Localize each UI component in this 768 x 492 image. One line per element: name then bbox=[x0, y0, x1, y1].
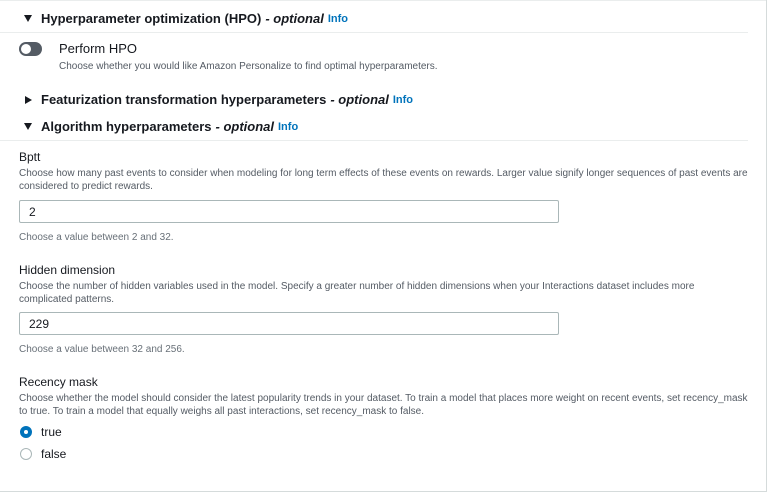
recency-mask-label: Recency mask bbox=[19, 375, 98, 389]
perform-hpo-description: Choose whether you would like Amazon Personalize to find optimal hyperparameters. bbox=[59, 61, 438, 72]
algorithm-info-link[interactable]: Info bbox=[278, 120, 299, 133]
hidden-dimension-constraint: Choose a value between 32 and 256. bbox=[19, 344, 185, 355]
caret-down-icon bbox=[24, 15, 32, 22]
featurization-section-header[interactable] bbox=[24, 92, 413, 107]
bptt-label: Bptt bbox=[19, 150, 41, 164]
hpo-optional-label: - optional bbox=[265, 11, 324, 26]
recency-mask-false-radio[interactable] bbox=[20, 448, 32, 460]
bptt-input[interactable] bbox=[19, 200, 559, 223]
algorithm-section-header[interactable] bbox=[24, 119, 298, 134]
recency-mask-true-label[interactable]: true bbox=[41, 425, 62, 439]
recency-mask-description: Choose whether the model should consider the latest popularity trends in your dataset. To train a model that places more weight on recent events, set recency_mask to true. To train a model that equally weighs all past interactions, set recency_mask to false. bbox=[19, 393, 748, 417]
bptt-description: Choose how many past events to consider when modeling for long term effects of these events on rewards. Larger value signify longer sequences of past events are considered to predict rewards. bbox=[19, 168, 748, 192]
featurization-info-link[interactable]: Info bbox=[392, 93, 414, 106]
perform-hpo-label: Perform HPO bbox=[59, 41, 138, 56]
recency-mask-false-label[interactable]: false bbox=[41, 447, 67, 461]
hidden-dimension-input[interactable] bbox=[19, 312, 559, 335]
hidden-dimension-label: Hidden dimension bbox=[19, 263, 116, 277]
caret-down-icon bbox=[24, 123, 32, 130]
algorithm-divider bbox=[0, 140, 748, 141]
hpo-divider bbox=[0, 32, 748, 33]
algorithm-section-title: Algorithm hyperparameters bbox=[41, 119, 212, 134]
hpo-section-header[interactable] bbox=[24, 11, 348, 26]
featurization-optional-label: - optional bbox=[330, 92, 389, 107]
featurization-section-title: Featurization transformation hyperparameters bbox=[41, 92, 327, 107]
top-divider bbox=[0, 0, 766, 1]
toggle-knob bbox=[21, 44, 31, 54]
hidden-dimension-description: Choose the number of hidden variables used in the model. Specify a greater number of hidden dimensions when your Interactions dataset includes more complicated patterns. bbox=[19, 281, 695, 305]
perform-hpo-toggle[interactable] bbox=[19, 42, 42, 56]
bptt-constraint: Choose a value between 2 and 32. bbox=[19, 232, 174, 243]
hpo-info-link[interactable]: Info bbox=[327, 12, 348, 25]
algorithm-optional-label: - optional bbox=[215, 119, 274, 134]
recency-mask-true-radio[interactable] bbox=[20, 426, 32, 438]
hpo-section-title: Hyperparameter optimization (HPO) bbox=[41, 11, 262, 26]
caret-right-icon bbox=[25, 96, 32, 104]
